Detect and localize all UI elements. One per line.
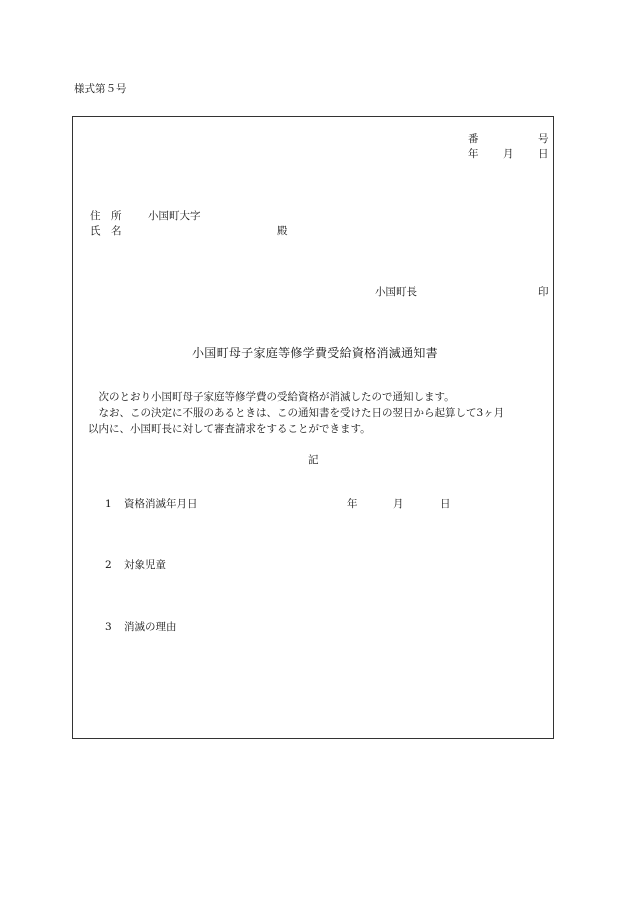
- name-label: 氏 名: [90, 225, 122, 237]
- item-3-label: 消滅の理由: [124, 621, 177, 633]
- seal-mark: 印: [538, 286, 549, 298]
- item-1-number: 1: [105, 498, 112, 510]
- body-line-2: なお、この決定に不服のあるときは、この通知書を受けた日の翌日から起算して3ヶ月: [88, 407, 505, 419]
- date-month-label: 月: [503, 148, 514, 160]
- item-2-label: 対象児童: [124, 559, 166, 571]
- number-label-ban: 番: [468, 133, 479, 145]
- body-line-1: 次のとおり小国町母子家庭等修学費の受給資格が消滅したので通知します。: [88, 391, 455, 403]
- issuer-title: 小国町長: [375, 286, 417, 298]
- honorific-dono: 殿: [277, 225, 288, 237]
- item-1-year: 年: [347, 498, 358, 510]
- date-year-label: 年: [468, 148, 479, 160]
- number-label-go: 号: [538, 133, 549, 145]
- ki-heading: 記: [308, 454, 319, 466]
- item-2-number: 2: [105, 559, 112, 571]
- item-3-number: 3: [105, 621, 112, 633]
- document-title: 小国町母子家庭等修学費受給資格消滅通知書: [191, 346, 438, 360]
- date-day-label: 日: [538, 148, 549, 160]
- address-value: 小国町大字: [148, 210, 201, 222]
- item-1-label: 資格消滅年月日: [124, 498, 198, 510]
- item-1-day: 日: [440, 498, 451, 510]
- item-1-month: 月: [393, 498, 404, 510]
- address-label: 住 所: [90, 210, 122, 222]
- body-line-3: 以内に、小国町長に対して審査請求をすることができます。: [88, 423, 371, 435]
- form-number: 様式第５号: [74, 83, 127, 95]
